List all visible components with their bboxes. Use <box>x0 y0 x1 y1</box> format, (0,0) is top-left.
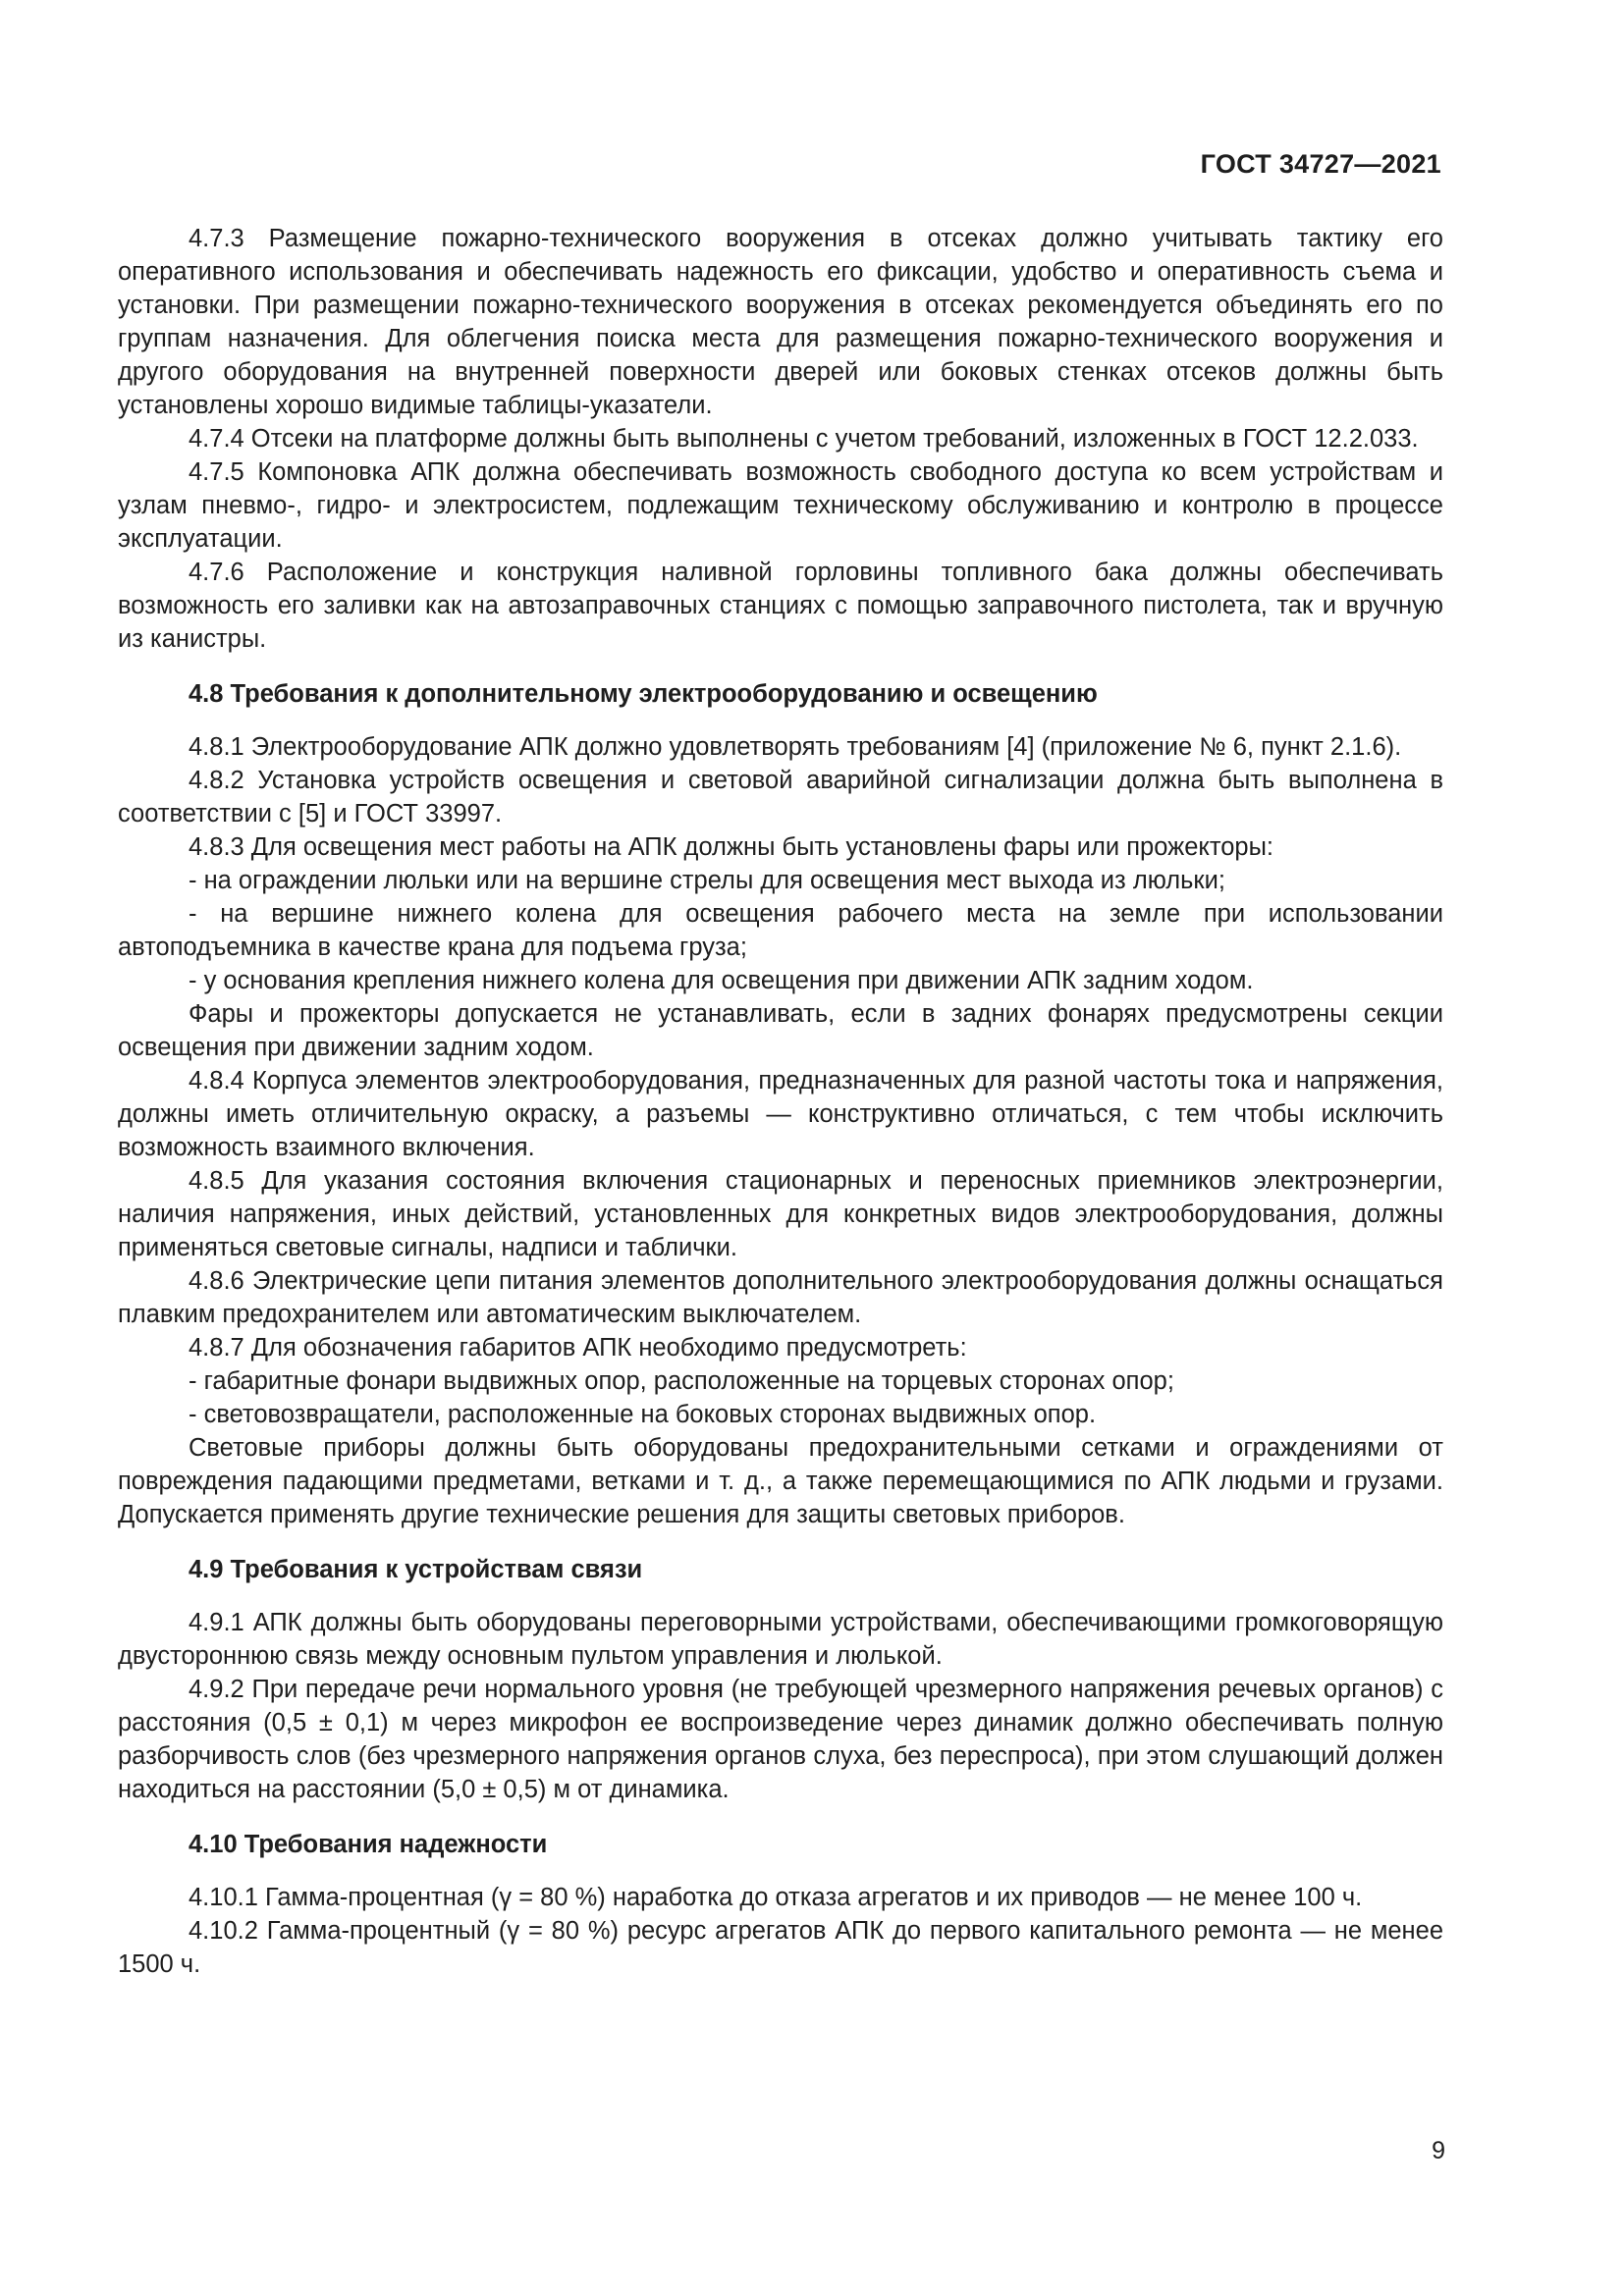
section-heading-4-9: 4.9 Требования к устройствам связи <box>189 1556 643 1583</box>
paragraph-4-7-6: 4.7.6 Расположение и конструкция наливной горловины топливного бака должны обеспечивать возможность его заливки как на автозаправочных станциях с помощью заправочного пистолета, так и вручную из канистры. <box>118 559 1443 653</box>
paragraph-4-9-2: 4.9.2 При передаче речи нормального уровня (не требующей чрезмерного напряжения речевых органов) с расстояния (0,5 ± 0,1) м через микрофон ее воспроизведение через динамик должно обеспечивать полную разборчивость слов (без чрезмерного напряжения органов слуха, без переспроса), при этом слушающий должен находиться на расстоянии (5,0 ± 0,5) м от динамика. <box>118 1676 1443 1803</box>
paragraph-4-8-1: 4.8.1 Электрооборудование АПК должно удовлетворять требованиям [4] (приложение № 6, пункт 2.1.6). <box>189 733 1402 761</box>
paragraph-4-10-1: 4.10.1 Гамма-процентная (γ = 80 %) наработка до отказа агрегатов и их приводов — не менее 100 ч. <box>189 1884 1363 1911</box>
paragraph-4-8-3-note: Фары и прожекторы допускается не устанавливать, если в задних фонарях предусмотрены секции освещения при движении задним ходом. <box>118 1000 1443 1061</box>
list-item: - габаритные фонари выдвижных опор, расположенные на торцевых сторонах опор; <box>189 1367 1174 1395</box>
section-heading-4-8: 4.8 Требования к дополнительному электрооборудованию и освещению <box>189 680 1098 708</box>
paragraph-4-8-7: 4.8.7 Для обозначения габаритов АПК необходимо предусмотреть: <box>189 1334 967 1362</box>
paragraph-4-7-5: 4.7.5 Компоновка АПК должна обеспечивать возможность свободного доступа ко всем устройствам и узлам пневмо-, гидро- и электросистем, подлежащим техническому обслуживанию и контролю в процессе эксплуатации. <box>118 458 1443 553</box>
section-heading-4-10: 4.10 Требования надежности <box>189 1831 548 1858</box>
document-body <box>118 222 1443 1981</box>
document-number: ГОСТ 34727—2021 <box>1200 149 1441 179</box>
list-item: - световозвращатели, расположенные на боковых сторонах выдвижных опор. <box>189 1401 1097 1428</box>
paragraph-4-7-4: 4.7.4 Отсеки на платформе должны быть выполнены с учетом требований, изложенных в ГОСТ 12.2.033. <box>189 425 1419 453</box>
paragraph-4-8-2: 4.8.2 Установка устройств освещения и световой аварийной сигнализации должна быть выполнена в соответствии с [5] и ГОСТ 33997. <box>118 767 1443 828</box>
paragraph-4-8-4: 4.8.4 Корпуса элементов электрооборудования, предназначенных для разной частоты тока и напряжения, должны иметь отличительную окраску, а разъемы — конструктивно отличаться, с тем чтобы исключить возможность взаимного включения. <box>118 1067 1443 1161</box>
paragraph-4-8-5: 4.8.5 Для указания состояния включения стационарных и переносных приемников электроэнергии, наличия напряжения, иных действий, установленных для конкретных видов электрооборудования, должны применяться световые сигналы, надписи и таблички. <box>118 1167 1443 1261</box>
paragraph-4-8-6: 4.8.6 Электрические цепи питания элементов дополнительного электрооборудования должны оснащаться плавким предохранителем или автоматическим выключателем. <box>118 1267 1443 1328</box>
list-item: - на ограждении люльки или на вершине стрелы для освещения мест выхода из люльки; <box>189 867 1225 894</box>
paragraph-4-9-1: 4.9.1 АПК должны быть оборудованы переговорными устройствами, обеспечивающими громкоговорящую двустороннюю связь между основным пультом управления и люлькой. <box>118 1609 1443 1670</box>
paragraph-4-8-7-note: Световые приборы должны быть оборудованы предохранительными сетками и ограждениями от повреждения падающими предметами, ветками и т. д., а также перемещающимися по АПК людьми и грузами. Допускается применять другие технические решения для защиты световых приборов. <box>118 1434 1443 1528</box>
list-item: - у основания крепления нижнего колена для освещения при движении АПК задним ходом. <box>189 967 1254 994</box>
paragraph-4-7-3: 4.7.3 Размещение пожарно-технического вооружения в отсеках должно учитывать тактику его оперативного использования и обеспечивать надежность его фиксации, удобство и оперативность съема и установки. При размещении пожарно-технического вооружения в отсеках рекомендуется объединять его по группам назначения. Для облегчения поиска места для размещения пожарно-технического вооружения и другого оборудования на внутренней поверхности дверей или боковых стенках отсеков должны быть установлены хорошо видимые таблицы-указатели. <box>118 225 1443 419</box>
list-item: - на вершине нижнего колена для освещения рабочего места на земле при использовании автоподъемника в качестве крана для подъема груза; <box>118 900 1443 961</box>
paragraph-4-8-3: 4.8.3 Для освещения мест работы на АПК должны быть установлены фары или прожекторы: <box>189 833 1273 861</box>
page-number: 9 <box>1432 2137 1445 2164</box>
paragraph-4-10-2: 4.10.2 Гамма-процентный (γ = 80 %) ресурс агрегатов АПК до первого капитального ремонта — не менее 1500 ч. <box>118 1917 1443 1978</box>
